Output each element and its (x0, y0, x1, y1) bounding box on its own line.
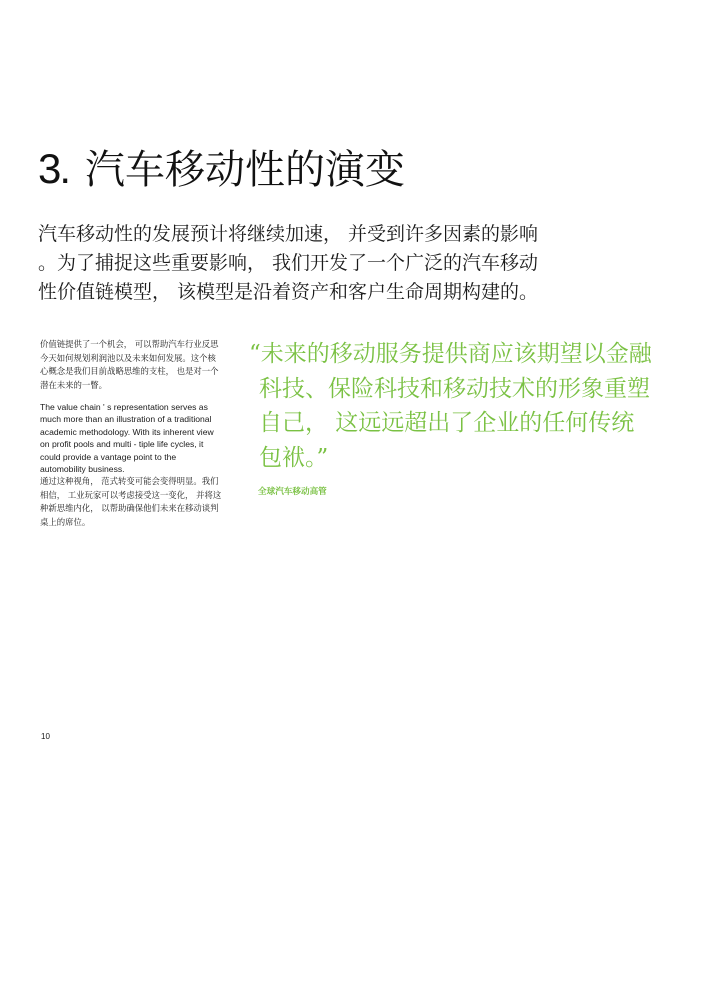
text-line: 通过这种视角， 范式转变可能会变得明显。我们 (40, 476, 219, 487)
pull-quote (249, 337, 689, 475)
chapter-number: 3. (38, 145, 70, 192)
quote-line: “未来的移动服务提供商应该期望以金融 (249, 341, 652, 367)
intro-line: 性价值链模型， 该模型是沿着资产和客户生命周期构建的。 (38, 281, 539, 303)
text-line: academic methodology. With its inherent view (40, 426, 214, 437)
quote-line: 自己， 这远远超出了企业的任何传统 (259, 410, 635, 436)
text-line: 心概念是我们目前战略思维的支柱， 也是对一个 (40, 366, 219, 376)
text-line: 相信， 工业玩家可以考虑接受这一变化， 并将这 (40, 489, 222, 500)
chapter-title-text: 汽车移动性的演变 (85, 147, 406, 193)
text-line: could provide a vantage point to the (40, 451, 177, 462)
chinese-paragraph-2 (40, 475, 245, 529)
text-line: much more than an illustration of a traditional (40, 414, 212, 425)
text-line: on profit pools and multi - tiple life cycles, it (40, 439, 204, 450)
body-column (40, 338, 245, 529)
quote-line: 包袱。” (259, 444, 329, 471)
intro-line: 。为了捕捉这些重要影响， 我们开发了一个广泛的汽车移动 (38, 252, 539, 274)
text-line: 潜在未来的一瞥。 (40, 379, 107, 390)
text-line: 今天如何规划利润池以及未来如何发展。这个核 (40, 352, 216, 363)
text-line: 桌上的席位。 (40, 516, 91, 527)
intro-line: 汽车移动性的发展预计将继续加速， 并受到许多因素的影响 (38, 223, 539, 245)
text-line: automobility business. (40, 464, 125, 475)
text-line: The value chain ' s representation serves as (40, 402, 208, 412)
text-line: 种新思维内化， 以帮助确保他们未来在移动谈判 (40, 503, 219, 514)
chinese-paragraph-1 (40, 338, 245, 392)
quote-line: 科技、保险科技和移动技术的形象重塑 (259, 375, 650, 402)
english-paragraph (40, 401, 245, 475)
chapter-title (38, 143, 405, 196)
text-line: 价值链提供了一个机会， 可以帮助汽车行业反思 (40, 339, 219, 349)
quote-attribution: 全球汽车移动高管 (258, 487, 327, 497)
intro-paragraph (38, 220, 598, 307)
page-number: 10 (41, 732, 50, 741)
